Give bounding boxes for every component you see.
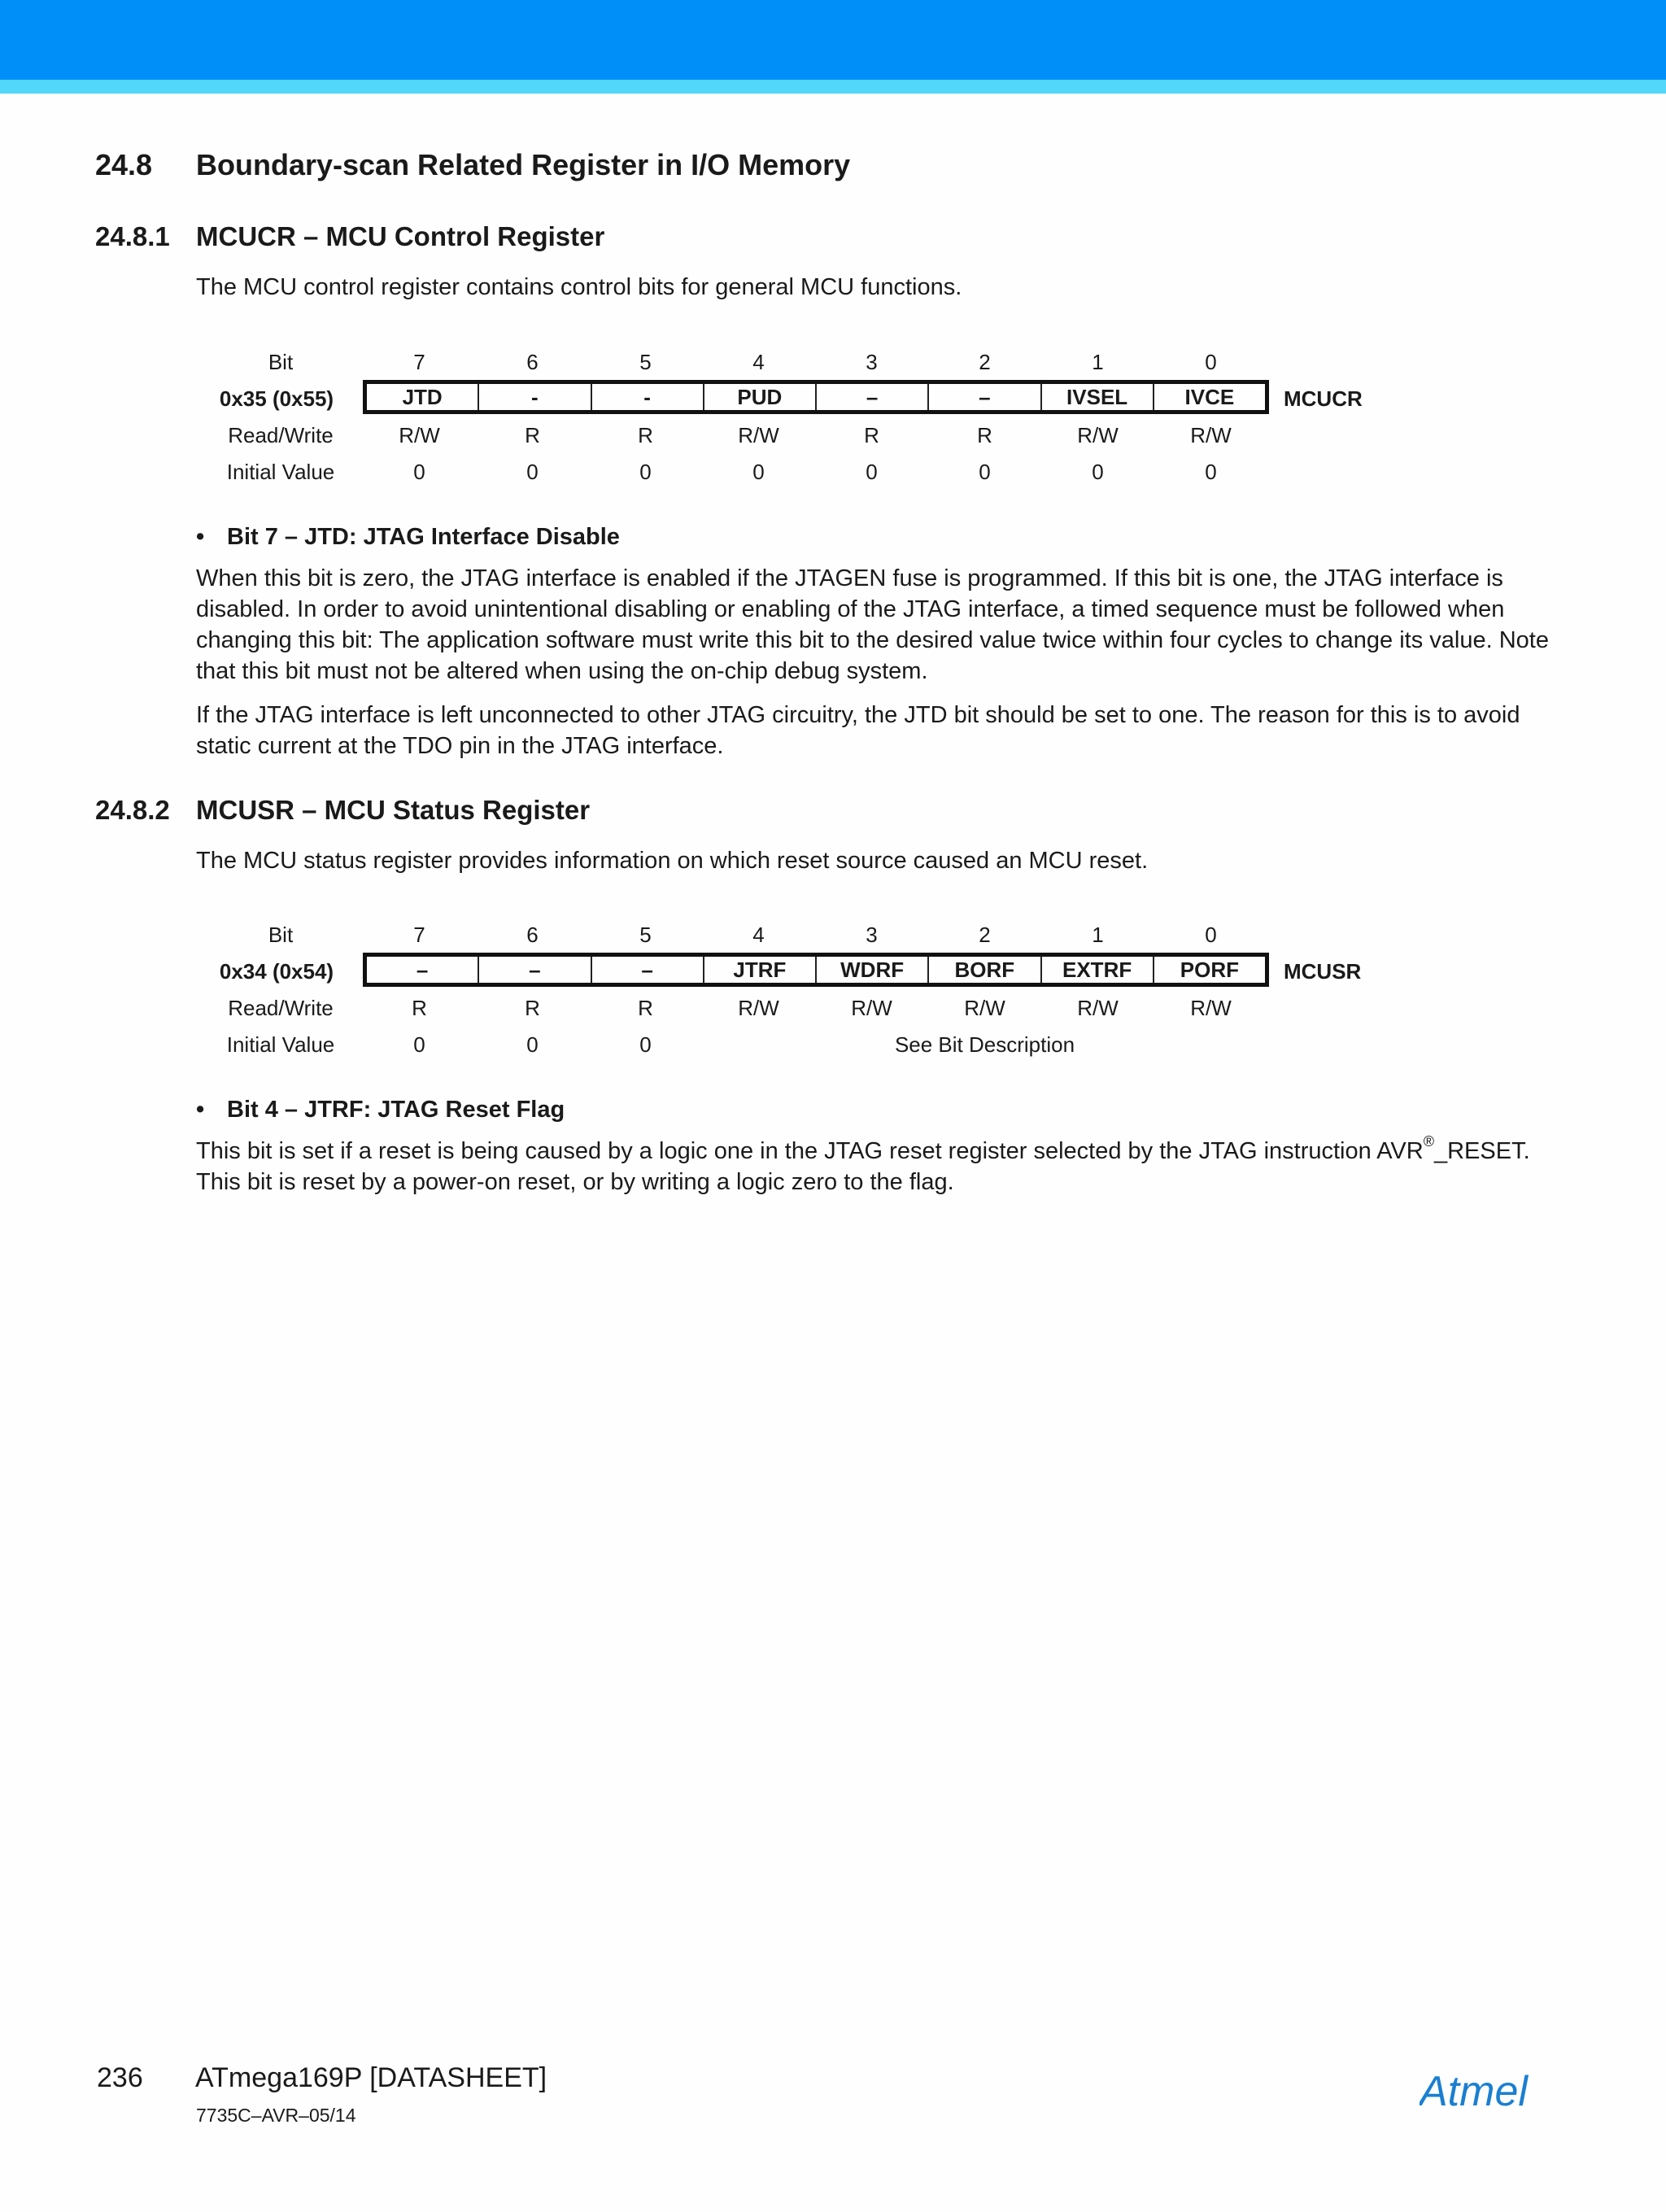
bit-number: 1 [1092, 350, 1104, 374]
subsection-number: 24.8.2 [95, 795, 170, 825]
bit-name: WDRF [817, 957, 929, 983]
bit-name: - [479, 384, 591, 410]
init-value: 0 [413, 1032, 425, 1057]
bit-number: 4 [752, 923, 765, 947]
bit-name: EXTRF [1042, 957, 1154, 983]
rw-value: R/W [1190, 996, 1232, 1020]
bit-number: 4 [752, 350, 765, 374]
bit-name: – [367, 957, 479, 983]
bit-number: 2 [979, 923, 991, 947]
section-number: 24.8 [95, 148, 153, 181]
bit-name: PUD [704, 384, 817, 410]
bit-name: IVCE [1184, 384, 1235, 409]
bit-name: – [592, 957, 704, 983]
read-write-label: Read/Write [228, 996, 334, 1020]
register-bit-box [363, 953, 1269, 987]
init-value: 0 [639, 1032, 652, 1057]
bit-name: BORF [929, 957, 1041, 983]
init-value: 0 [639, 460, 652, 484]
body-paragraph: When this bit is zero, the JTAG interface is enabled if the JTAGEN fuse is programmed. If this bit is one, the JTAG interface is disabled. In order to avoid unintentional disabling or enabling of the JTAG interface, a timed sequence must be followed when changing this bit: The application software must write this bit to the desired value twice within four cycles to change its value. Note that this bit must not be altered when using the on-chip debug system. [196, 565, 1549, 684]
read-write-label: Read/Write [228, 423, 334, 447]
rw-value: R/W [1190, 423, 1232, 447]
rw-value: R/W [851, 996, 892, 1020]
bit-number: 5 [639, 923, 652, 947]
rw-value: R/W [738, 423, 779, 447]
init-value: 0 [526, 460, 539, 484]
init-value: 0 [1092, 460, 1104, 484]
subsection-title: MCUSR – MCU Status Register [196, 795, 591, 825]
bit-number: 3 [866, 350, 878, 374]
page-number: 236 [97, 2062, 143, 2093]
rw-value: R/W [1077, 423, 1119, 447]
rw-value: R/W [399, 423, 440, 447]
init-value: 0 [752, 460, 765, 484]
rw-value: R/W [738, 996, 779, 1020]
rw-value: R [412, 996, 427, 1020]
bullet-icon: • [196, 1097, 205, 1123]
bit-description-title: Bit 7 – JTD: JTAG Interface Disable [227, 524, 620, 550]
logo-wordmark: Atmel [1420, 2068, 1528, 2115]
rw-value: R/W [1077, 996, 1119, 1020]
registered-mark: ® [1423, 1133, 1434, 1150]
register-name: MCUCR [1284, 386, 1363, 411]
init-value: 0 [866, 460, 878, 484]
intro-text: The MCU control register contains control bits for general MCU functions. [196, 274, 962, 300]
bit-label: Bit [268, 350, 294, 374]
bit-name: JTRF [704, 957, 817, 983]
header-stripe [0, 80, 1666, 94]
bit-label: Bit [268, 923, 294, 947]
rw-value: R [977, 423, 992, 447]
bit-number: 7 [413, 350, 425, 374]
bit-name: IVSEL [1042, 384, 1154, 410]
rw-value: R [525, 423, 540, 447]
bit-name: – [817, 384, 929, 410]
document-title: ATmega169P [DATASHEET] [195, 2062, 547, 2093]
bit-name: PORF [1180, 957, 1239, 982]
initial-value-label: Initial Value [226, 1032, 335, 1057]
bit-number: 1 [1092, 923, 1104, 947]
register-name: MCUSR [1284, 959, 1362, 984]
body-paragraph [196, 1133, 1571, 1198]
bit-number: 6 [526, 923, 539, 947]
bit-number: 5 [639, 350, 652, 374]
bit-number: 7 [413, 923, 425, 947]
bit-number: 0 [1205, 350, 1217, 374]
subsection-number: 24.8.1 [95, 221, 170, 251]
header-bar [0, 0, 1666, 80]
body-text: _RESET. This bit is reset by a power-on reset, or by writing a logic zero to the flag. [196, 1138, 1530, 1195]
document-code: 7735C–AVR–05/14 [196, 2105, 356, 2126]
bit-number: 0 [1205, 923, 1217, 947]
body-text: This bit is set if a reset is being caused by a logic one in the JTAG reset register selected by the JTAG instruction AVR [196, 1138, 1424, 1164]
register-bit-box [363, 380, 1269, 414]
register-address: 0x35 (0x55) [219, 386, 334, 411]
bit-description-heading [196, 524, 620, 551]
bit-description-title: Bit 4 – JTRF: JTAG Reset Flag [227, 1097, 565, 1123]
bullet-icon: • [196, 524, 205, 550]
init-value: 0 [979, 460, 991, 484]
bit-name: JTD [367, 384, 479, 410]
rw-value: R [638, 996, 653, 1020]
bit-name: – [929, 384, 1041, 410]
rw-value: R/W [964, 996, 1005, 1020]
register-address: 0x34 (0x54) [219, 959, 334, 984]
body-paragraph: If the JTAG interface is left unconnected to other JTAG circuitry, the JTD bit should be set to one. The reason for this is to avoid static current at the TDO pin in the JTAG interface. [196, 702, 1520, 759]
rw-value: R [525, 996, 540, 1020]
bit-number: 6 [526, 350, 539, 374]
init-value: 0 [526, 1032, 539, 1057]
bit-number: 3 [866, 923, 878, 947]
initial-value-label: Initial Value [226, 460, 335, 484]
init-value: 0 [413, 460, 425, 484]
intro-text: The MCU status register provides information on which reset source caused an MCU reset. [196, 848, 1149, 874]
bit-name: – [479, 957, 591, 983]
section-title: Boundary-scan Related Register in I/O Memory [196, 148, 851, 181]
rw-value: R [638, 423, 653, 447]
subsection-title: MCUCR – MCU Control Register [196, 221, 605, 251]
bit-number: 2 [979, 350, 991, 374]
init-value: 0 [1205, 460, 1217, 484]
bit-name: - [592, 384, 704, 410]
init-value-note: See Bit Description [894, 1032, 1075, 1057]
atmel-logo [1420, 2066, 1570, 2119]
bit-description-heading [196, 1097, 565, 1123]
rw-value: R [864, 423, 879, 447]
